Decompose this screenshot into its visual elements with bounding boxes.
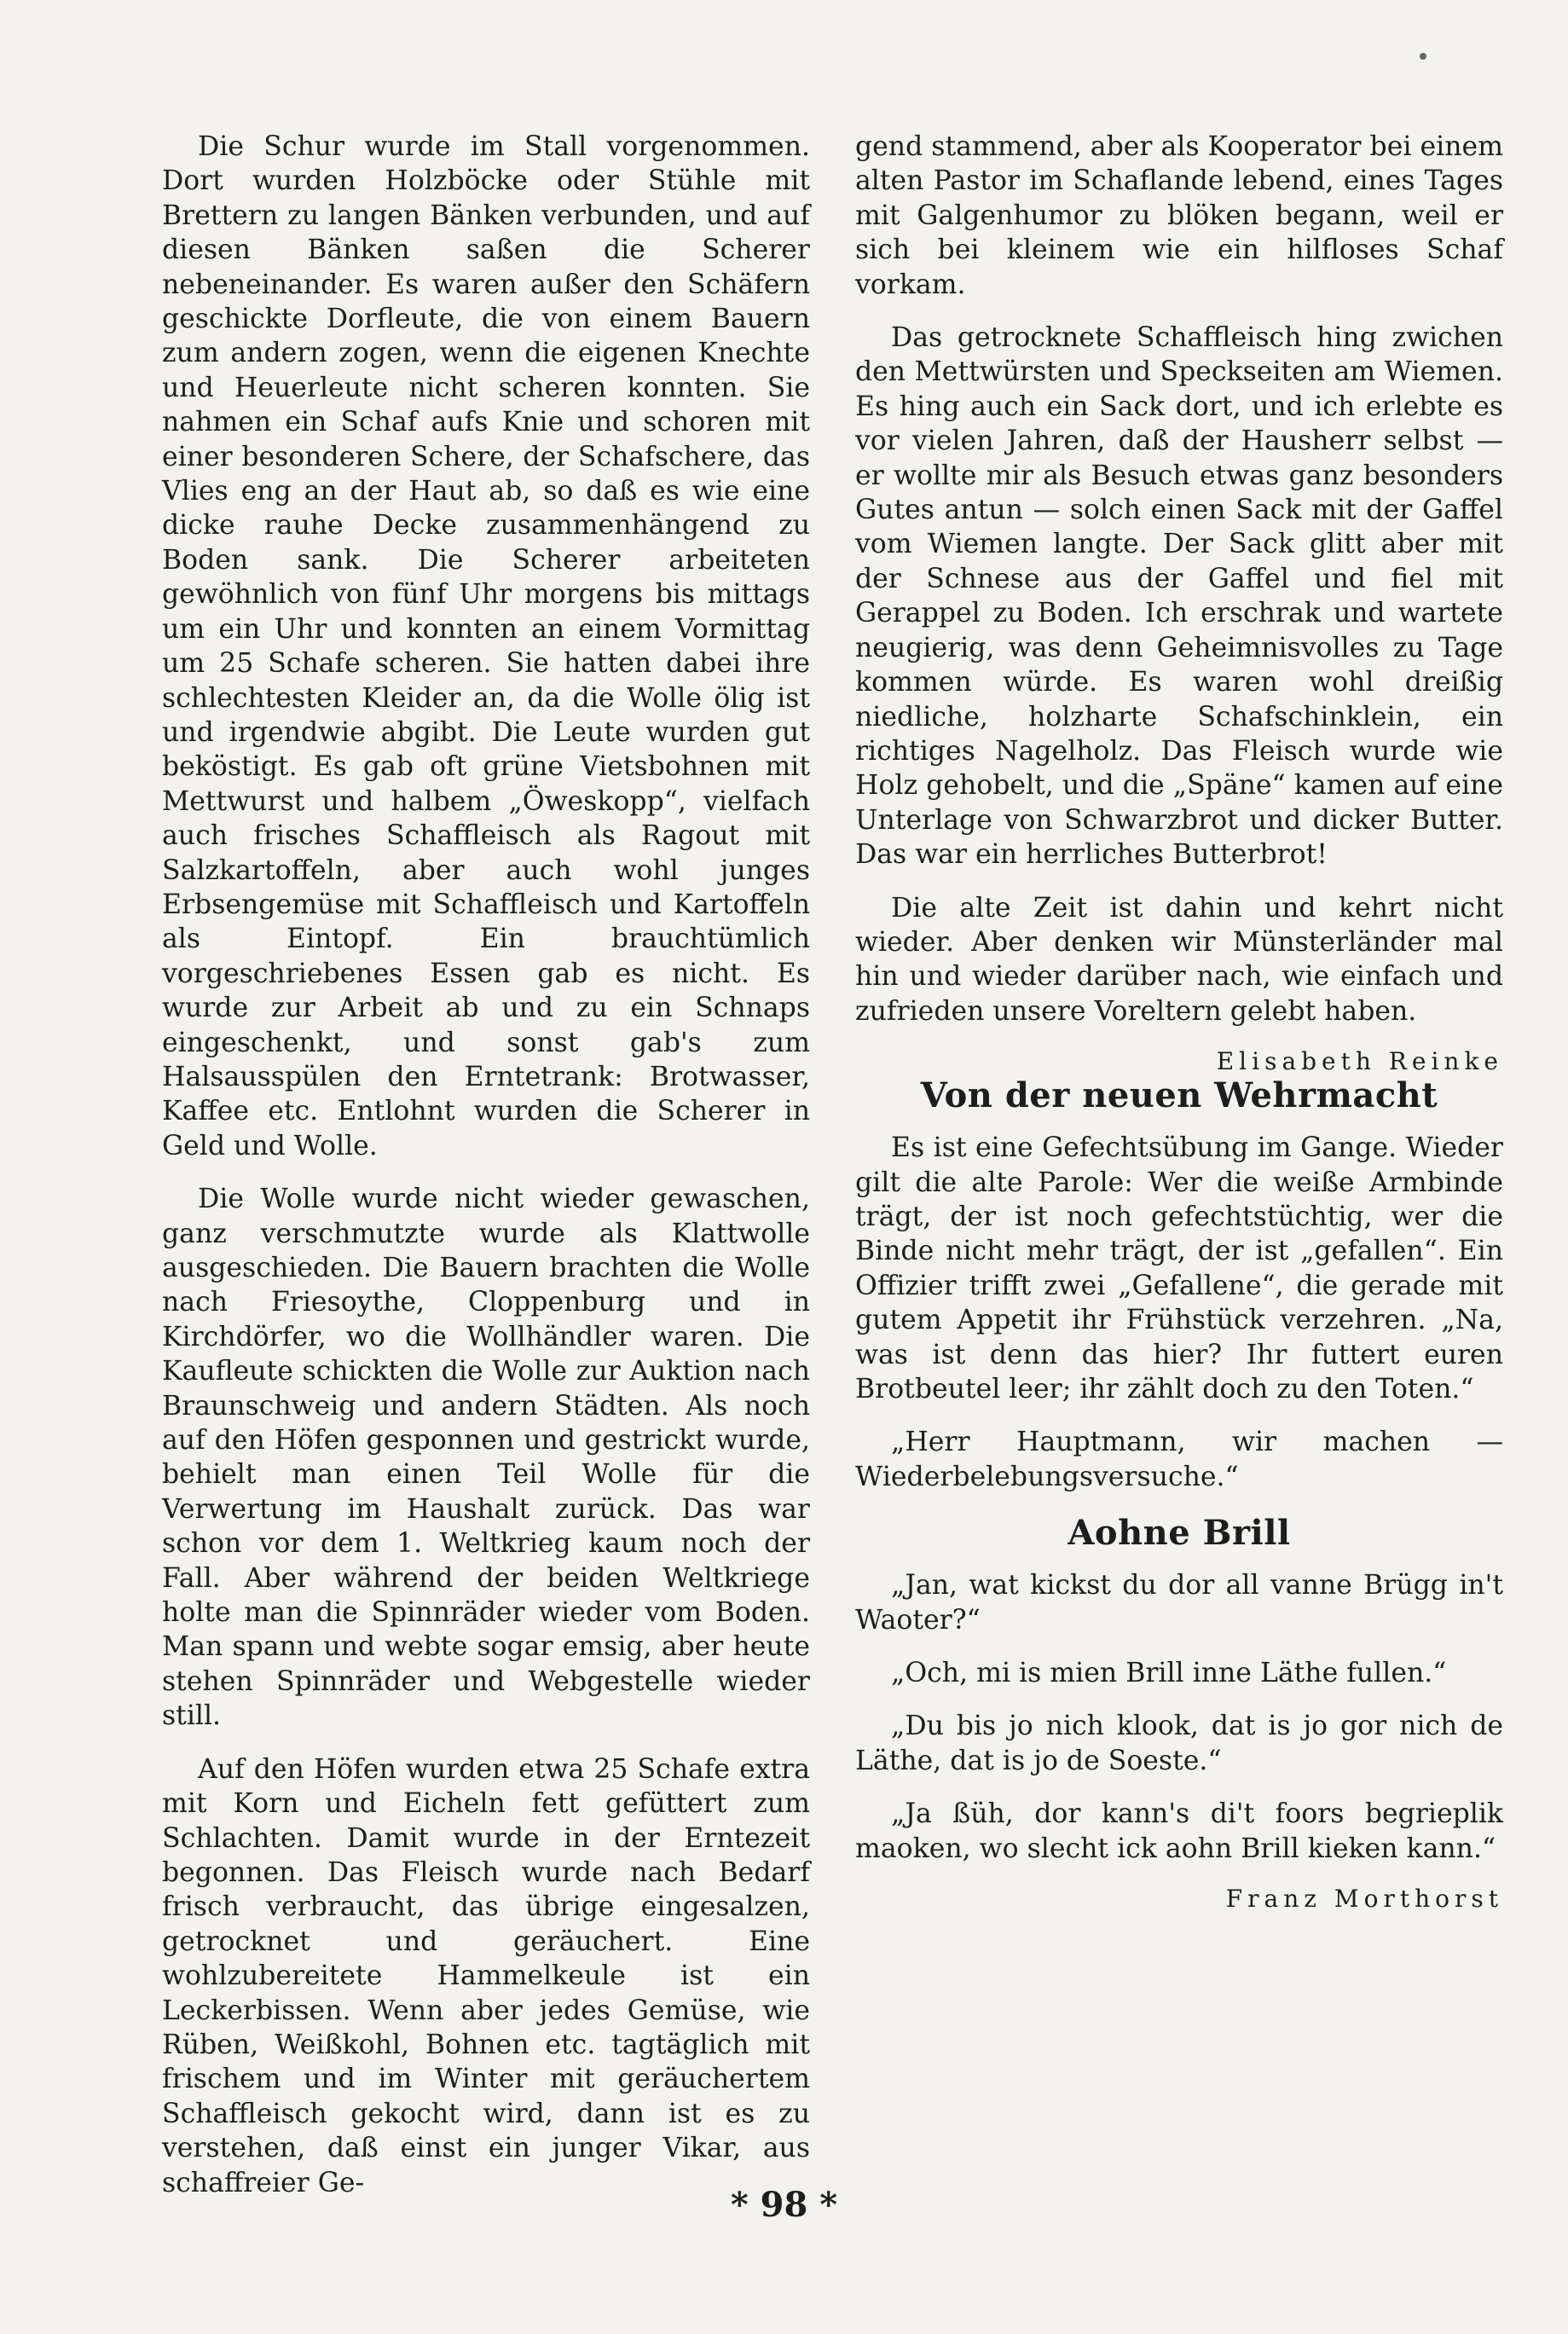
paragraph-wolle: Die Wolle wurde nicht wieder gewaschen, ganz verschmutzte wurde als Klattwolle ausgeschieden. Die Bauern brachten die Wolle nach Friesoythe, Cloppenburg und in Kirchdörfer, wo die Wollhändler waren. Die Kaufleute schickten die Wolle zur Auktion nach Braunschweig und andern Städten. Als noch auf den Höfen gesponnen und gestrickt wurde, behielt man einen Teil Wolle für die Verwertung im Haushalt zurück. Das war schon vor dem 1. Weltkrieg kaum noch der Fall. Aber während der beiden Weltkriege holte man die Spinnräder wieder vom Boden. Man spann und webte sogar emsig, aber heute stehen Spinnräder und Webgestelle wieder still. <box>162 1184 810 1732</box>
left-column <box>162 130 810 2219</box>
dialogue-line: „Jan, wat kickst du dor all vanne Brügg in't Waoter?“ <box>855 1570 1503 1636</box>
paragraph-schaffleisch: Das getrocknete Schaffleisch hing zwichen den Mettwürsten und Speckseiten am Wiemen. Es hing auch ein Sack dort, und ich erlebte es vor vielen Jahren, daß der Hausherr selbst — er wollte mir als Besuch etwas ganz besonders Gutes antun — solch einen Sack mit der Gaffel vom Wiemen langte. Der Sack glitt aber mit der Schnese aus der Gaffel und fiel mit Gerappel zu Boden. Ich erschrak und wartete neugierig, was denn Geheimnisvolles zu Tage kommen würde. Es waren wohl dreißig niedliche, holzharte Schafschinklein, ein richtiges Nagelholz. Das Fleisch wurde wie Holz gehobelt, und die „Späne“ kamen auf eine Unterlage von Schwarzbrot und dicker Butter. Das war ein herrliches Butterbrot! <box>855 322 1503 871</box>
dialogue-line: „Du bis jo nich klook, dat is jo gor nich de Läthe, dat is jo de Soeste.“ <box>855 1711 1503 1776</box>
page-number: * 98 * <box>730 2185 838 2225</box>
section-heading: Aohne Brill <box>1068 1513 1291 1554</box>
paragraph-hauptmann: „Herr Hauptmann, wir machen — Wiederbelebungsversuche.“ <box>855 1427 1503 1492</box>
ink-speck <box>1420 53 1426 60</box>
paragraph-alte-zeit: Die alte Zeit ist dahin und kehrt nicht wieder. Aber denken wir Münsterländer mal hin und wieder darüber nach, wie einfach und zufrieden unsere Voreltern gelebt haben. <box>855 892 1503 1027</box>
dialogue-line: „Ja ßüh, dor kann's di't foors begrieplik maoken, wo slecht ick aohn Brill kieken kann.“ <box>855 1798 1503 1864</box>
section-heading: Von der neuen Wehrmacht <box>920 1075 1438 1116</box>
paragraph-gefechtsuebung: Es ist eine Gefechtsübung im Gange. Wieder gilt die alte Parole: Wer die weiße Armbinde trägt, der ist noch gefechtstüchtig, wer die Binde nicht mehr trägt, der ist „gefallen“. Ein Offizier trifft zwei „Gefallene“, die gerade mit gutem Appetit ihr Frühstück verzehren. „Na, was ist denn das hier? Ihr futtert euren Brotbeutel leer; ihr zählt doch zu den Toten.“ <box>855 1132 1503 1404</box>
paragraph-schur: Die Schur wurde im Stall vorgenommen. Dort wurden Holzböcke oder Stühle mit Brettern zu langen Bänken verbunden, und auf diesen Bänken saßen die Scherer nebeneinander. Es waren außer den Schäfern geschickte Dorfleute, die von einem Bauern zum andern zogen, wenn die eigenen Knechte und Heuerleute nicht scheren konnten. Sie nahmen ein Schaf aufs Knie und schoren mit einer besonderen Schere, der Schafschere, das Vlies eng an der Haut ab, so daß es wie eine dicke rauhe Decke zusammenhängend zu Boden sank. Die Scherer arbeiteten gewöhnlich von fünf Uhr morgens bis mittags um ein Uhr und konnten an einem Vormittag um 25 Schafe scheren. Sie hatten dabei ihre schlechtesten Kleider an, da die Wolle ölig ist und irgendwie abgibt. Die Leute wurden gut beköstigt. Es gab oft grüne Vietsbohnen mit Mettwurst und halbem „Öweskopp“, vielfach auch frisches Schaffleisch als Ragout mit Salzkartoffeln, aber auch wohl junges Erbsengemüse mit Schaffleisch und Kartoffeln als Eintopf. Ein brauchtümlich vorgeschriebenes Essen gab es nicht. Es wurde zur Arbeit ab und zu ein Schnaps eingeschenkt, und sonst gab's zum Halsausspülen den Erntetrank: Brotwasser, Kaffee etc. Entlohnt wurden die Scherer in Geld und Wolle. <box>162 131 810 1161</box>
author-signature: Franz Morthorst <box>1225 1885 1503 1914</box>
right-column <box>855 130 1503 1913</box>
author-signature: Elisabeth Reinke <box>1216 1047 1503 1076</box>
paragraph-schlachten: Auf den Höfen wurden etwa 25 Schafe extra mit Korn und Eicheln fett gefüttert zum Schlachten. Damit wurde in der Erntezeit begonnen. Das Fleisch wurde nach Bedarf frisch verbraucht, das übrige eingesalzen, getrocknet und geräuchert. Eine wohlzubereitete Hammelkeule ist ein Leckerbissen. Wenn aber jedes Gemüse, wie Rüben, Weißkohl, Bohnen etc. tagtäglich mit frischem und im Winter mit geräuchertem Schaffleisch gekocht wird, dann ist es zu verstehen, daß einst ein junger Vikar, aus schaffreier Ge- <box>162 1753 810 2198</box>
paragraph-continuation: gend stammend, aber als Kooperator bei einem alten Pastor im Schaflande lebend, eines Tages mit Galgenhumor zu blöken begann, weil er sich bei kleinem wie ein hilfloses Schaf vorkam. <box>855 131 1503 300</box>
dialogue-line: „Och, mi is mien Brill inne Läthe fullen.“ <box>891 1658 1447 1689</box>
